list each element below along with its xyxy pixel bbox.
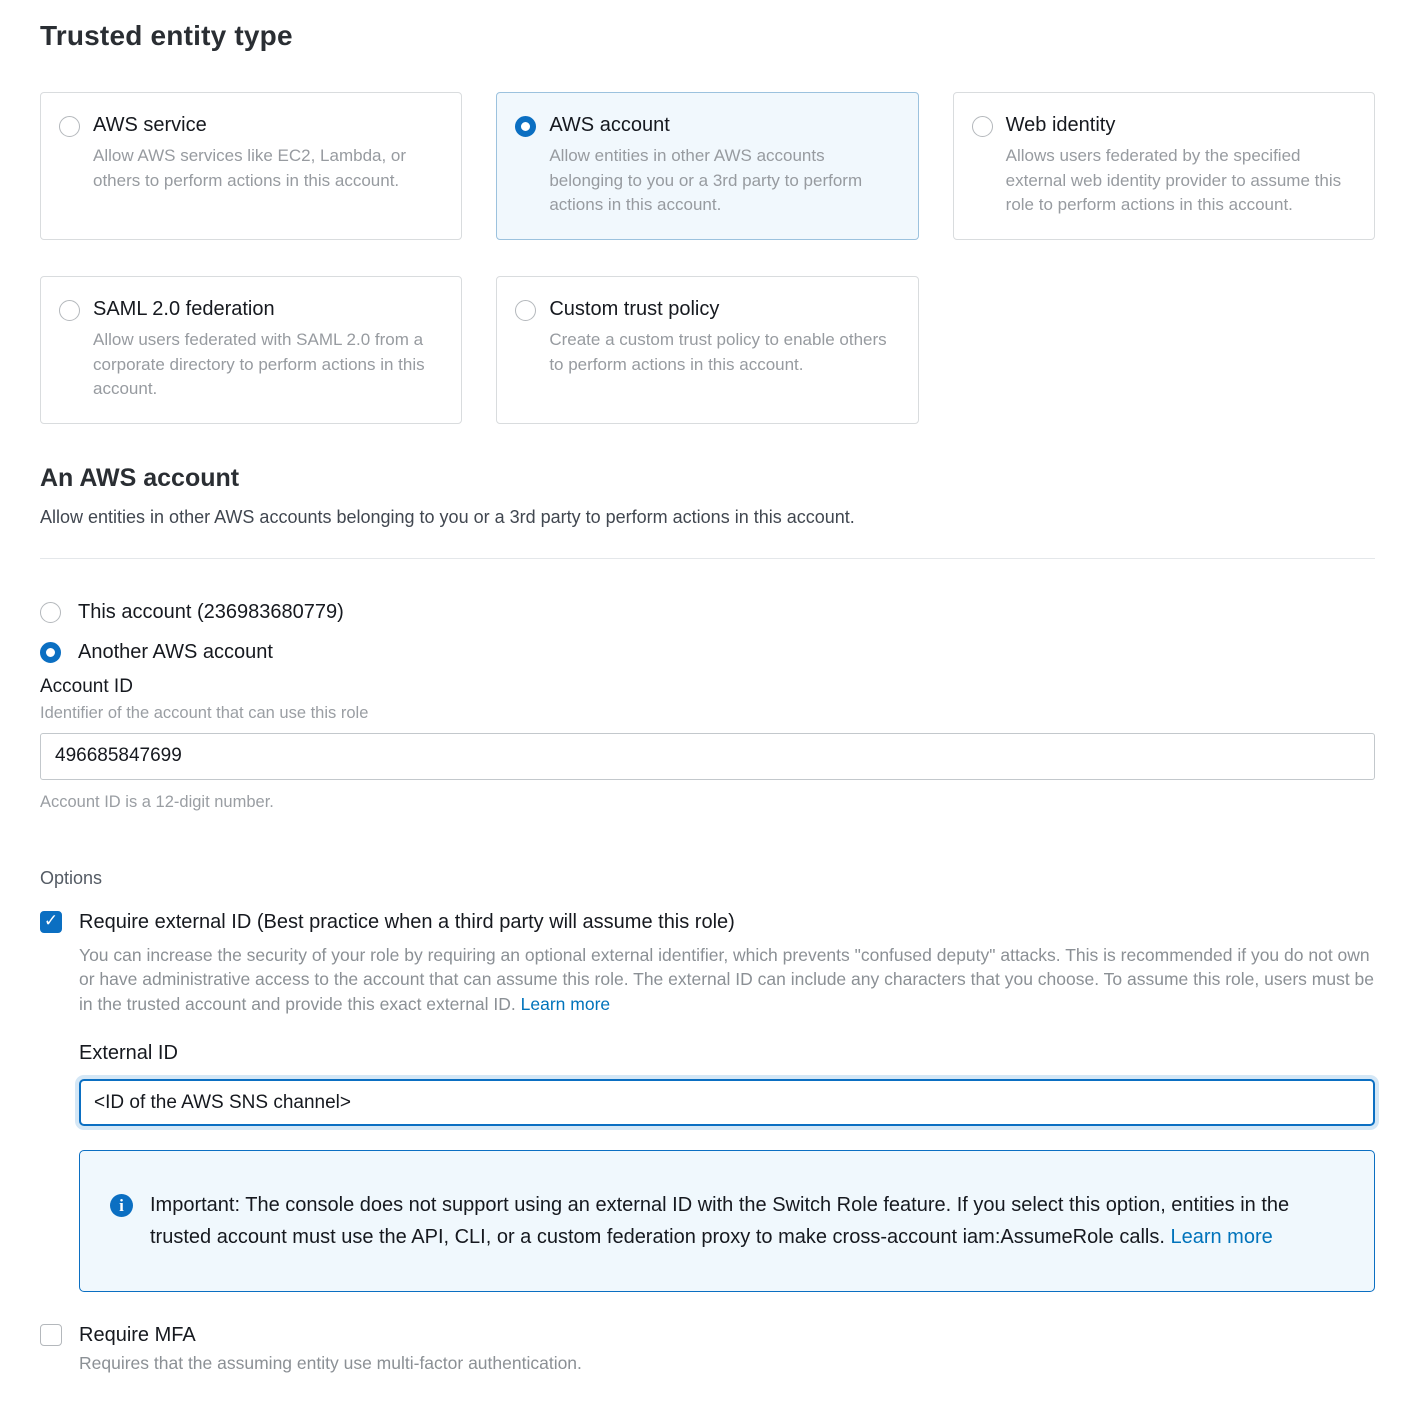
card-content: [93, 114, 443, 193]
card-title: SAML 2.0 federation: [93, 297, 275, 320]
card-aws-account[interactable]: [496, 92, 918, 240]
require-mfa-option-group: [40, 1322, 1375, 1374]
radio-label: This account (236983680779): [78, 600, 344, 623]
radio-selected-icon[interactable]: [515, 116, 536, 137]
external-id-learn-more-link[interactable]: Learn more: [520, 993, 611, 1014]
account-id-label: Account ID: [40, 675, 133, 697]
card-custom-trust-policy[interactable]: [496, 276, 918, 424]
radio-unselected-icon[interactable]: [59, 116, 80, 137]
section-description: Allow entities in other AWS accounts belonging to you or a 3rd party to perform actions in this account.: [40, 506, 855, 527]
external-id-description: [79, 943, 1375, 1017]
section-title: An AWS account: [40, 463, 240, 492]
card-description: Allows users federated by the specified external web identity provider to assume this role to perform actions in this account.: [1005, 146, 1342, 215]
alert-learn-more-link[interactable]: Learn more: [1170, 1226, 1273, 1249]
card-saml-federation[interactable]: [40, 276, 462, 424]
checkbox-checked-icon[interactable]: [40, 911, 62, 933]
card-content: [93, 298, 443, 402]
require-external-id-option[interactable]: [40, 909, 1375, 935]
radio-label: Another AWS account: [78, 640, 273, 663]
radio-another-aws-account[interactable]: [40, 641, 1375, 664]
options-label: Options: [40, 867, 103, 888]
card-description: Allow users federated with SAML 2.0 from a corporate directory to perform actions in this account.: [93, 329, 425, 399]
card-description: Create a custom trust policy to enable others to perform actions in this account.: [549, 329, 887, 374]
external-id-description-text: You can increase the security of your role by requiring an optional external identifier, which prevents "confused deputy" attacks. This is recommended if you do not own or have administrative access to the account that can assume this role. The external ID can include any characters that you choose. To assume this role, users must be in the trusted account and provide this exact external ID.: [79, 944, 1375, 1014]
alert-text-content: Important: The console does not support using an external ID with the Switch Role feature. If you select this option, entities in the trusted account must use the API, CLI, or a custom federation proxy to make cross-account iam:AssumeRole calls.: [150, 1194, 1290, 1249]
info-icon: i: [110, 1194, 133, 1217]
card-description: Allow entities in other AWS accounts belonging to you or a 3rd party to perform actions in this account.: [549, 146, 863, 215]
card-content: [549, 298, 899, 377]
radio-this-account[interactable]: [40, 601, 1375, 624]
radio-unselected-icon[interactable]: [515, 300, 536, 321]
alert-text: [150, 1189, 1348, 1253]
radio-unselected-icon[interactable]: [59, 300, 80, 321]
important-info-alert: [79, 1150, 1375, 1292]
checkbox-unchecked-icon[interactable]: [40, 1324, 62, 1346]
account-id-input[interactable]: [40, 733, 1375, 780]
radio-selected-icon[interactable]: [40, 642, 61, 663]
card-title: Custom trust policy: [549, 297, 720, 320]
card-content: [549, 114, 899, 218]
account-id-help: Identifier of the account that can use this role: [40, 703, 369, 722]
card-content: [1006, 114, 1356, 218]
account-id-field-group: [40, 676, 1375, 812]
trusted-entity-cards: [40, 92, 1375, 424]
page-title: Trusted entity type: [40, 20, 293, 51]
card-title: AWS service: [93, 114, 207, 136]
external-id-field-label: External ID: [79, 1042, 178, 1065]
divider: [40, 558, 1375, 559]
account-id-constraint: Account ID is a 12-digit number.: [40, 792, 274, 811]
card-aws-service[interactable]: [40, 92, 462, 240]
require-mfa-description: Requires that the assuming entity use multi-factor authentication.: [79, 1353, 582, 1374]
external-id-option-body: [79, 943, 1375, 1293]
require-mfa-option[interactable]: [40, 1322, 1375, 1348]
radio-unselected-icon[interactable]: [40, 602, 61, 623]
require-mfa-label: Require MFA: [79, 1324, 196, 1347]
require-external-id-label: Require external ID (Best practice when a third party will assume this role): [79, 910, 735, 933]
card-title: Web identity: [1005, 114, 1116, 136]
external-id-input[interactable]: [79, 1079, 1375, 1126]
card-title: AWS account: [549, 114, 670, 136]
card-web-identity[interactable]: [953, 92, 1375, 240]
radio-unselected-icon[interactable]: [972, 116, 993, 137]
card-description: Allow AWS services like EC2, Lambda, or others to perform actions in this account.: [93, 146, 407, 190]
